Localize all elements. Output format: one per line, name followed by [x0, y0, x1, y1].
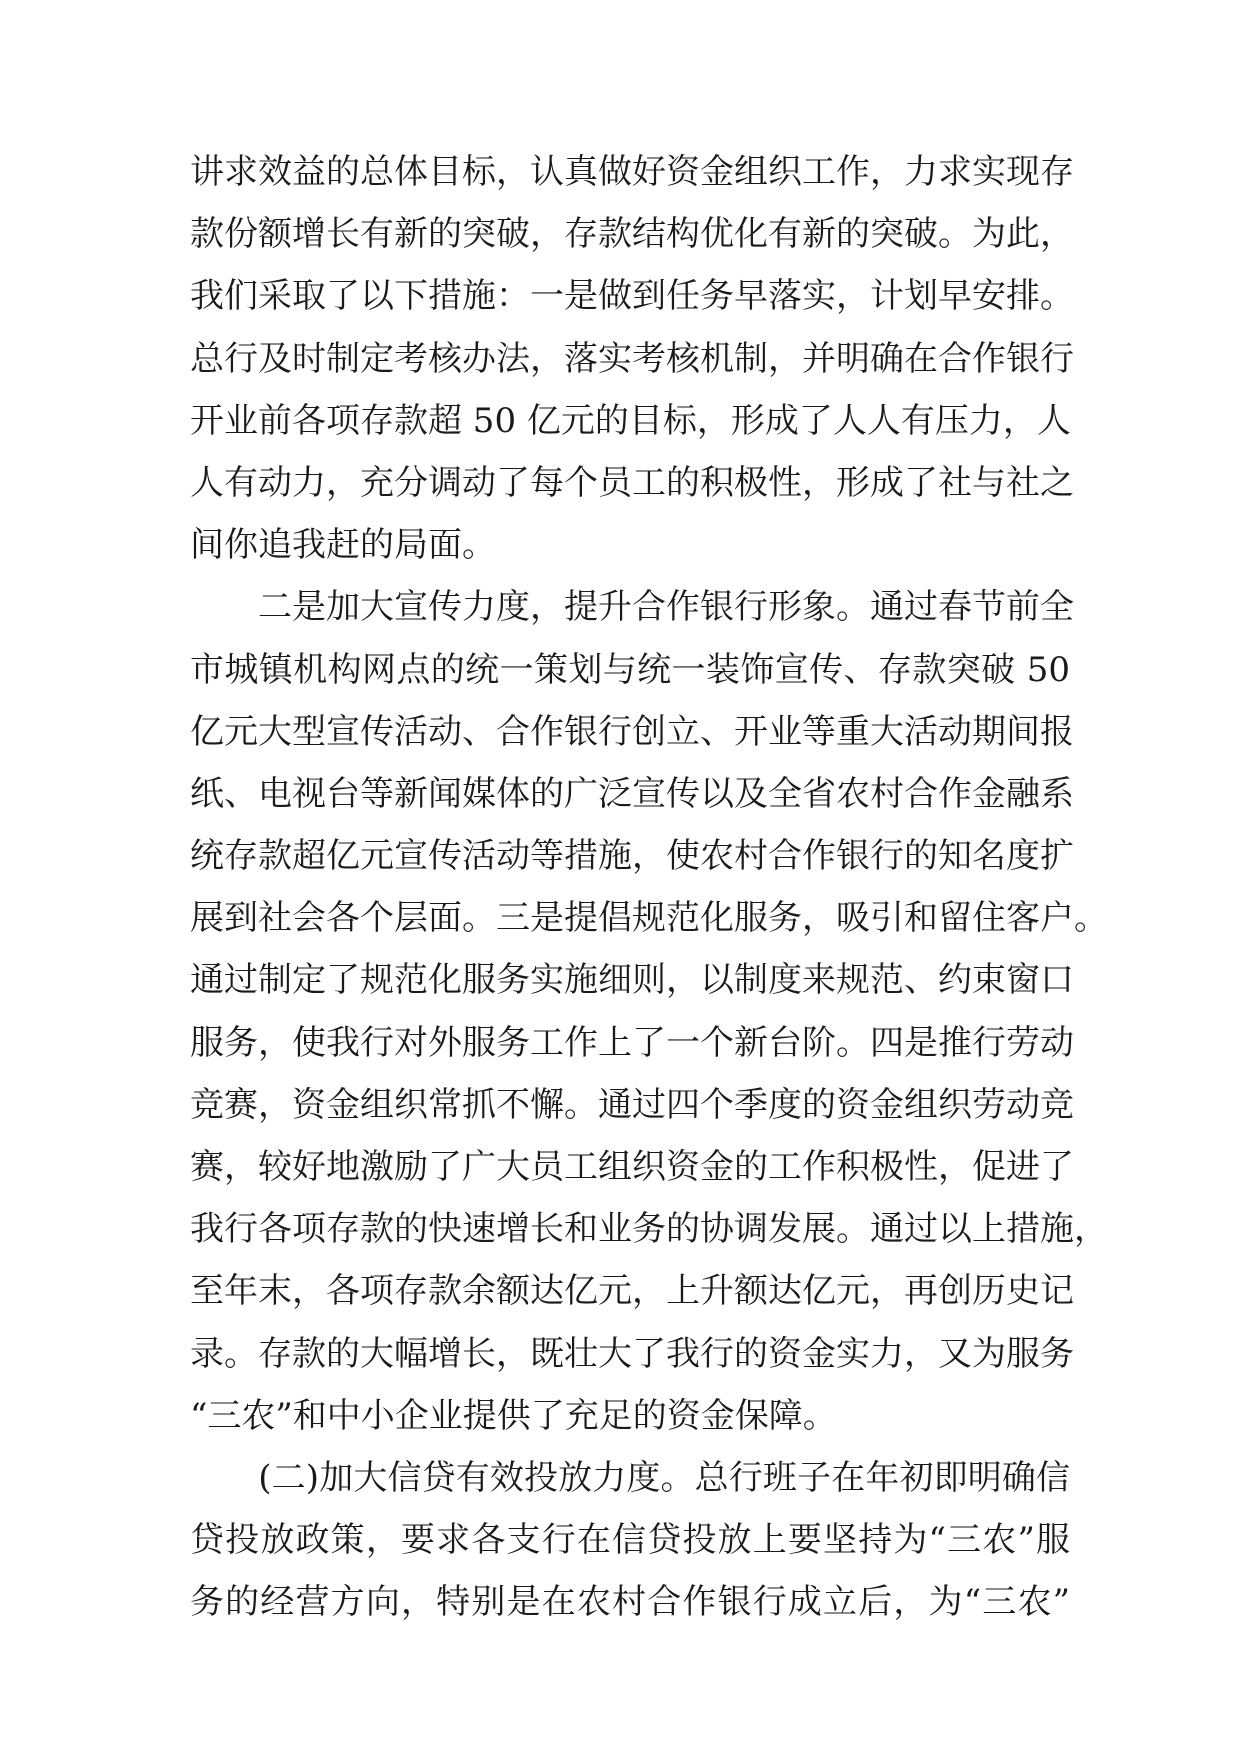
text-line: 开业前各项存款超 50 亿元的目标，形成了人人有压力，人 — [190, 400, 1071, 441]
text-line: 竞赛，资金组织常抓不懈。通过四个季度的资金组织劳动竞 — [190, 1084, 1074, 1125]
text-line: 市城镇机构网点的统一策划与统一装饰宣传、存款突破 50 — [190, 649, 1070, 690]
text-line: 赛，较好地激励了广大员工组织资金的工作积极性，促进了 — [190, 1147, 1074, 1187]
text-line: (二)加大信贷有效投放力度。总行班子在年初即明确信 — [190, 1457, 1070, 1498]
document-body — [190, 141, 1108, 1634]
text-line: 总行及时制定考核办法，落实考核机制，并明确在合作银行 — [190, 338, 1074, 379]
text-line: 讲求效益的总体目标，认真做好资金组织工作，力求实现存 — [190, 152, 1074, 192]
text-line: 录。存款的大幅增长，既壮大了我行的资金实力，又为服务 — [190, 1333, 1074, 1374]
paragraph — [190, 576, 1108, 1447]
text-line: 款份额增长有新的突破，存款结构优化有新的突破。为此， — [190, 214, 1074, 255]
paragraph — [190, 141, 1074, 576]
text-line: 间你追我赶的局面。 — [190, 525, 496, 566]
text-line: 至年末，各项存款余额达亿元，上升额达亿元，再创历史记 — [190, 1271, 1074, 1312]
text-line: 纸、电视台等新闻媒体的广泛宣传以及全省农村合作金融系 — [190, 773, 1074, 814]
text-line: 通过制定了规范化服务实施细则，以制度来规范、约束窗口 — [190, 960, 1074, 1001]
text-line: 人有动力，充分调动了每个员工的积极性，形成了社与社之 — [190, 462, 1074, 503]
text-line: 务的经营方向，特别是在农村合作银行成立后，为“三农” — [190, 1582, 1070, 1623]
text-line: 贷投放政策，要求各支行在信贷投放上要坚持为“三农”服 — [190, 1520, 1070, 1561]
text-line: 展到社会各个层面。三是提倡规范化服务，吸引和留住客户。 — [190, 898, 1108, 939]
text-line: 二是加大宣传力度，提升合作银行形象。通过春节前全 — [190, 587, 1074, 628]
text-line: “三农”和中小企业提供了充足的资金保障。 — [190, 1395, 837, 1436]
text-line: 我行各项存款的快速增长和业务的协调发展。通过以上措施， — [190, 1209, 1108, 1250]
text-line: 亿元大型宣传活动、合作银行创立、开业等重大活动期间报 — [190, 711, 1074, 752]
text-line: 我们采取了以下措施：一是做到任务早落实，计划早安排。 — [190, 276, 1074, 317]
text-line: 统存款超亿元宣传活动等措施，使农村合作银行的知名度扩 — [190, 836, 1074, 877]
text-line: 服务，使我行对外服务工作上了一个新台阶。四是推行劳动 — [190, 1022, 1074, 1063]
paragraph — [190, 1447, 1070, 1634]
